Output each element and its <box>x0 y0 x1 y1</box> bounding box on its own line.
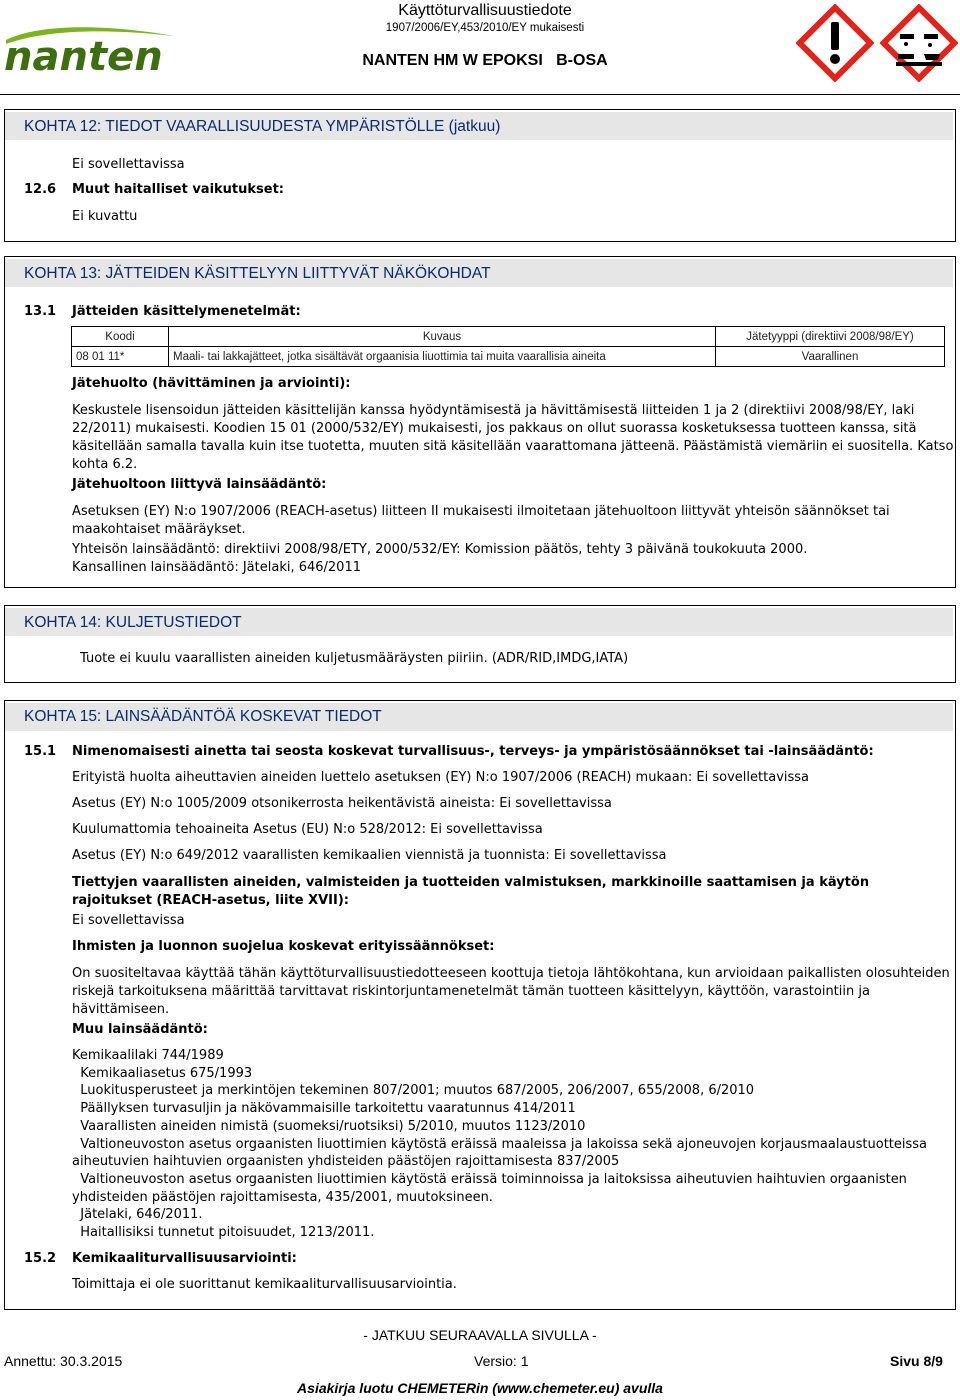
section-15-1-number: 15.1 <box>24 744 57 759</box>
regulation-item: Asetus (EY) N:o 649/2012 vaarallisten kemikaalien viennistä ja tuonnista: Ei sovellettavissa <box>72 848 667 863</box>
waste-law-text <box>72 503 890 539</box>
waste-table <box>71 326 945 367</box>
restrictions-title <box>72 874 869 910</box>
regulation-item: Erityistä huolta aiheuttavien aineiden luettelo asetuksen (EY) N:o 1907/2006 (REACH) mukaan: Ei sovellettavissa <box>72 770 810 785</box>
transport-text: Tuote ei kuulu vaarallisten aineiden kuljetusmääräysten piiriin. (ADR/RID,IMDG,IATA) <box>80 651 629 666</box>
section-12-prev-value: Ei sovellettavissa <box>72 157 185 172</box>
protection-line: riskejä tarkoituksena määrittää tarvittavat riskintorjuntamenetelmät tämän tuotteen käsittelyyn, käyttöön, varastointiin ja <box>72 984 870 999</box>
cell-description: Maali- tai lakkajätteet, jotka sisältävät orgaanisia liuottimia tai muita vaarallisia aineita <box>169 347 716 367</box>
disposal-line: kohta 6.2. <box>72 457 138 472</box>
corrosion-icon <box>880 4 958 82</box>
product-name: NANTEN HM W EPOKSI B-OSA <box>362 52 608 69</box>
regulation-item: Asetus (EY) N:o 1005/2009 otsonikerrosta heikentävistä aineista: Ei sovellettavissa <box>72 796 612 811</box>
other-law-title: Muu lainsäädäntö: <box>72 1022 208 1037</box>
section-15-2-value: Toimittaja ei ole suorittanut kemikaaliturvallisuusarviointia. <box>72 1277 457 1292</box>
logo-wordmark: nanten <box>4 34 163 76</box>
national-law: Kansallinen lainsäädäntö: Jätelaki, 646/2011 <box>72 560 361 575</box>
restrictions-value: Ei sovellettavissa <box>72 913 185 928</box>
col-header-description: Kuvaus <box>169 327 716 347</box>
section-13-1-number: 13.1 <box>24 304 57 319</box>
other-law-item: Päällyksen turvasuljin ja näkövammaisille tarkoitettu vaaratunnus 414/2011 <box>72 1101 576 1117</box>
section-14-title: KOHTA 14: KULJETUSTIEDOT <box>24 614 242 631</box>
waste-table-header <box>72 327 945 347</box>
other-law-item: Jätelaki, 646/2011. <box>72 1207 203 1223</box>
other-law-item: Valtioneuvoston asetus orgaanisten liuottimien käytöstä eräissä maaleissa ja lakoissa sekä ajoneuvojen korjausmaalaustuotteissa <box>72 1136 928 1152</box>
other-law-item: Kemikaaliasetus 675/1993 <box>72 1065 253 1081</box>
waste-law-line: maakohtaiset määräykset. <box>72 522 246 537</box>
protection-text <box>72 965 950 1019</box>
disposal-title: Jätehuolto (hävittäminen ja arviointi): <box>72 376 351 391</box>
disposal-line: 22/2011) mukaisesti. Koodien 15 01 (2000/532/EY) mukaisesti, jos pakkaus on ollut suorassa kosketuksessa tuotteen kanssa, sitä <box>72 421 917 436</box>
other-law-item: Vaarallisten aineiden nimistä (suomeksi/ruotsiksi) 5/2010, muutos 1123/2010 <box>72 1118 586 1134</box>
section-12-6-value: Ei kuvattu <box>72 209 138 224</box>
document-title: Käyttöturvallisuustiedote <box>398 2 572 19</box>
table-row <box>72 347 945 367</box>
section-12-title: KOHTA 12: TIEDOT VAARALLISUUDESTA YMPÄRISTÖLLE (jatkuu) <box>24 118 501 135</box>
other-law-item: Valtioneuvoston asetus orgaanisten liuottimien käytöstä eräissä toiminnoissa ja laitoksissa aiheutuvien haihtuvien orgaanisten <box>72 1171 907 1187</box>
nanten-logo <box>4 26 184 76</box>
exclamation-mark-icon <box>796 4 874 82</box>
continues-note: - JATKUU SEURAAVALLA SIVULLA - <box>363 1327 597 1343</box>
section-15-title: KOHTA 15: LAINSÄÄDÄNTÖÄ KOSKEVAT TIEDOT <box>24 708 382 725</box>
col-header-waste-type: Jätetyyppi (direktiivi 2008/98/EY) <box>716 327 945 347</box>
protection-line: On suositeltavaa käyttää tähän käyttöturvallisuustiedotteeseen koottuja tietoja lähtökohtana, kun arvioidaan paikallisten olosuhteiden <box>72 966 950 981</box>
section-13-title: KOHTA 13: JÄTTEIDEN KÄSITTELYYN LIITTYVÄT NÄKÖKOHDAT <box>24 265 491 282</box>
header-divider <box>0 94 960 95</box>
other-law-item: Luokitusperusteet ja merkintöjen tekeminen 807/2001; muutos 687/2005, 206/2007, 655/2008, 6/2010 <box>72 1083 755 1099</box>
other-law-list <box>72 1047 927 1242</box>
disposal-line: Keskustele lisensoidun jätteiden käsittelijän kanssa hyödyntämisestä ja hävittämisestä liitteiden 1 ja 2 (direktiivi 2008/98/EY, laki <box>72 403 915 418</box>
section-13-1-title: Jätteiden käsittelymenetelmät: <box>72 304 301 319</box>
cell-code: 08 01 11* <box>72 347 169 367</box>
cell-waste-type: Vaarallinen <box>716 347 945 367</box>
protection-line: hävittämiseen. <box>72 1002 170 1017</box>
version: Versio: 1 <box>474 1353 529 1369</box>
page-number: Sivu 8/9 <box>890 1353 943 1369</box>
section-15-2-title: Kemikaaliturvallisuusarviointi: <box>72 1251 297 1266</box>
restrictions-title-line: Tiettyjen vaarallisten aineiden, valmisteiden ja tuotteiden valmistuksen, markkinoille saattamisen ja käytön <box>72 875 870 890</box>
other-law-item: aiheutuvien haihtuvien orgaanisten yhdisteiden päästöjen rajoittamisesta 837/2005 <box>72 1154 620 1170</box>
disposal-text <box>72 402 954 474</box>
generator-note: Asiakirja luotu CHEMETERin (www.chemeter.eu) avulla <box>297 1380 663 1396</box>
regulation-item: Kuulumattomia tehoaineita Asetus (EU) N:o 528/2012: Ei sovellettavissa <box>72 822 543 837</box>
restrictions-title-line: rajoitukset (REACH-asetus, liite XVII): <box>72 893 349 908</box>
other-law-item: yhdisteiden päästöjen rajoittamisesta, 435/2001, muutoksineen. <box>72 1189 493 1205</box>
waste-law-title: Jätehuoltoon liittyvä lainsäädäntö: <box>72 477 327 492</box>
section-15-2-number: 15.2 <box>24 1251 57 1266</box>
disposal-line: käsitellään samalla tavalla kuin itse tuotetta, muuten sitä käsitellään vaarattomana jätteenä. Päästämistä viemäriin ei suositella. Katso <box>72 439 954 454</box>
waste-law-line: Asetuksen (EY) N:o 1907/2006 (REACH-asetus) liitteen II mukaisesti ilmoitetaan jätehuoltoon liittyvät yhteisön säännökset tai <box>72 504 890 519</box>
issue-date: Annettu: 30.3.2015 <box>4 1353 123 1369</box>
section-12-6-title: Muut haitalliset vaikutukset: <box>72 182 285 197</box>
other-law-item: Kemikaalilaki 744/1989 <box>72 1048 224 1063</box>
community-law: Yhteisön lainsäädäntö: direktiivi 2008/98/ETY, 2000/532/EY: Komission päätös, tehty 3 päivänä toukokuuta 2000. <box>72 542 808 557</box>
regulation-reference: 1907/2006/EY,453/2010/EY mukaisesti <box>385 22 585 34</box>
section-15-1-title: Nimenomaisesti ainetta tai seosta koskevat turvallisuus-, terveys- ja ympäristösäännökset tai -lainsäädäntö: <box>72 744 874 759</box>
other-law-item: Haitallisiksi tunnetut pitoisuudet, 1213/2011. <box>72 1225 375 1241</box>
col-header-code: Koodi <box>72 327 169 347</box>
section-12-6-number: 12.6 <box>24 182 57 197</box>
protection-title: Ihmisten ja luonnon suojelua koskevat erityissäännökset: <box>72 939 495 954</box>
